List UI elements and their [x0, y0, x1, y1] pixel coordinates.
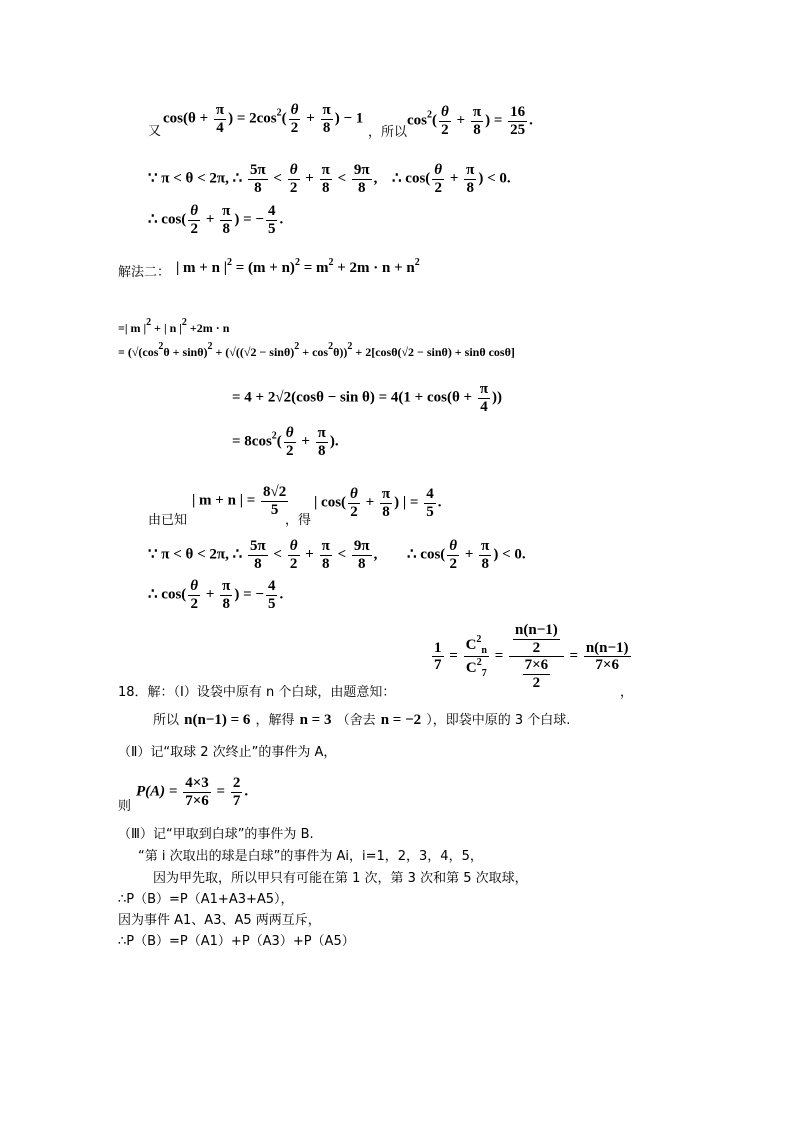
equation-theta-range-2: ∵ π < θ < 2π, ∴ $\frac{5\pi}{8}$ < $\frac{\theta}{2}$ + $\frac{\pi}{8}$ < $\frac{9\pi}{8}$ , — [148, 538, 378, 572]
equation-norm-expand: =| m $|^2$ + | n $|^2 +2m \cdot n$ — [118, 317, 230, 335]
q18-ze-label: 则 — [118, 799, 132, 814]
known-label: 由已知 — [148, 513, 188, 528]
de-label: ，得 — [285, 513, 312, 528]
q18-part1-setup: 18．解：（Ⅰ）设袋中原有 n 个白球，由题意知： — [118, 685, 396, 700]
q18-prob-b-sum: ∴P（B）=P（A1+A3+A5）， — [118, 892, 294, 907]
equation-norm-given: | m + n | = $\frac{8√2}{5}$ — [192, 484, 287, 518]
equation-cos-negative: ∴ cos( $\frac{\theta}{2}$ + $\frac{\pi}{8}$ ) < 0. — [392, 162, 511, 196]
equation-cos-double-angle: cos(θ + $\frac{\pi}{4}$ ) = $2\cos^2$( $\frac{\theta}{2}$ + $\frac{\pi}{8}$ ) − 1 — [163, 102, 364, 136]
equation-cos-negative-2: ∴ cos( $\frac{\theta}{2}$ + $\frac{\pi}{8}$ ) < 0. — [407, 538, 526, 572]
q18-event-ai: “第 i 次取出的球是白球”的事件为 Ai，i=1，2，3，4，5， — [138, 849, 483, 864]
equation-abs-cos: | cos( $\frac{\theta}{2}$ + $\frac{\pi}{8}$ ) | = $\frac{4}{5}$ . — [314, 486, 442, 520]
equation-norm-components: = ($√(\cos^2\theta + \sin\theta)^2 + (√((√2 - \sin\theta)^2 + \cos^2\theta))^2 + 2[\cos\theta(√2 - \sin\theta) + \sin\theta$ cosθ] — [118, 341, 515, 359]
equation-simplify-1: = 4 + 2√2(cosθ − sin θ) = 4(1 + cos(θ + $\frac{\pi}{4}$ )) — [232, 381, 503, 415]
equation-simplify-2: = $8\cos^2$( $\frac{\theta}{2}$ + $\frac{\pi}{8}$ ). — [232, 425, 339, 459]
equation-cos-squared-result: $\cos^2$( $\frac{\theta}{2}$ + $\frac{\pi}{8}$ ) = $\frac{16}{25}$ . — [407, 104, 533, 138]
equation-theta-range: ∵ π < θ < 2π, ∴ $\frac{5\pi}{8}$ < $\frac{\theta}{2}$ + $\frac{\pi}{8}$ < $\frac{9\pi}{8}$ , — [148, 162, 378, 196]
equation-cos-answer-2: ∴ cos( $\frac{\theta}{2}$ + $\frac{\pi}{8}$ ) = − $\frac{4}{5}$ . — [148, 578, 284, 612]
equation-cos-answer-1: ∴ cos( $\frac{\theta}{2}$ + $\frac{\pi}{8}$ ) = − $\frac{4}{5}$ . — [148, 203, 284, 237]
q18-mutually-exclusive: 因为事件 A1、A3、A5 两两互斥， — [118, 913, 321, 928]
q18-trailing-comma: ， — [620, 685, 634, 700]
q18-part2-heading: （Ⅱ）记“取球 2 次终止”的事件为 A， — [118, 745, 337, 760]
equation-combination-ratio: $\frac{1}{7}$ = $\frac{C^2_n}{C^2_7}$ = $\frac{\frac{n(n-1)}{2}}{\frac{7\times 6}{2}}$ = $\frac{n(n-1)}{7\times 6}$ — [434, 622, 629, 691]
suoyi-label: ，所以 — [368, 125, 408, 140]
q18-part3-heading: （Ⅲ）记“甲取到白球”的事件为 B. — [118, 827, 314, 842]
equation-vector-norm-square: | m + n $|^2 = (m + n)^2 = m^2 + 2m \cdot n + n^2$ — [176, 257, 420, 276]
method-two-label: 解法二： — [118, 265, 171, 280]
q18-solve-line: 所以 n(n−1) = 6 ，解得 n = 3 （舍去 n = −2 ），即袋中原的 3 个白球. — [153, 712, 571, 728]
you-label: 又 — [148, 124, 162, 139]
q18-first-pick-reason: 因为甲先取，所以甲只有可能在第 1 次，第 3 次和第 5 次取球， — [153, 871, 528, 886]
line-you-label — [148, 122, 161, 138]
equation-prob-a: P(A) = $\frac{4\times 3}{7\times 6}$ = $\frac{2}{7}$ . — [136, 775, 249, 809]
q18-prob-b-expand: ∴P（B）=P（A1）+P（A3）+P（A5） — [118, 934, 355, 949]
